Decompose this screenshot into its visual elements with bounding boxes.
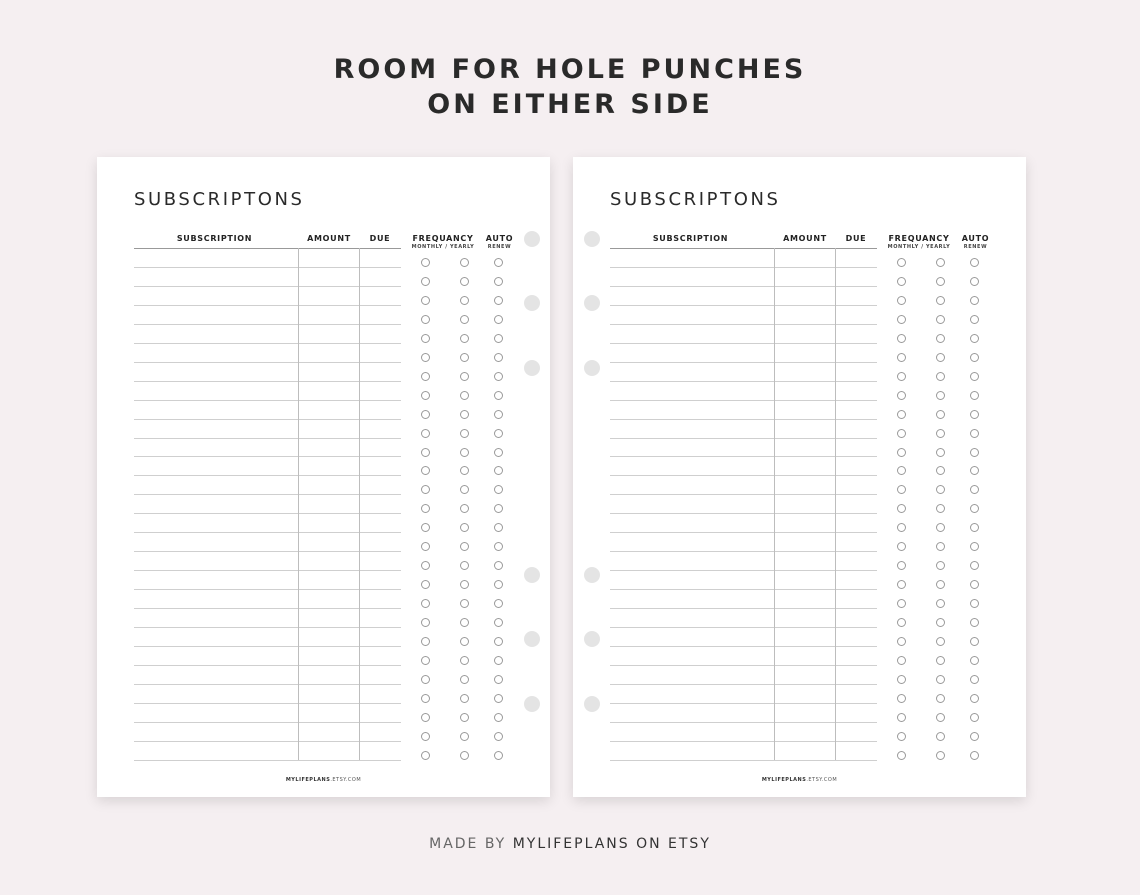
row-line [610,362,877,363]
row-line [610,589,877,590]
site-brand: MYLIFEPLANS [285,777,331,783]
frequency-monthly-radio[interactable] [421,580,430,589]
auto-renew-radio[interactable] [970,656,979,665]
frequency-yearly-radio[interactable] [460,466,469,475]
header-rule [134,248,401,249]
auto-renew-radio[interactable] [494,732,503,741]
auto-renew-radio[interactable] [494,618,503,627]
auto-renew-radio[interactable] [970,277,979,286]
frequency-yearly-radio[interactable] [460,656,469,665]
row-line [610,627,877,628]
credit-brand: MYLIFEPLANS ON ETSY [512,836,711,852]
row-line [134,343,401,344]
row-line [134,475,401,476]
page-title: SUBSCRIPTONS [134,189,305,210]
frequency-monthly-radio[interactable] [421,334,430,343]
row-line [610,646,877,647]
planner-page-right [573,157,1026,797]
column-header-frequency: FREQUANCY [888,234,950,243]
frequency-monthly-radio[interactable] [897,410,906,419]
frequency-monthly-radio[interactable] [421,523,430,532]
frequency-yearly-radio[interactable] [936,523,945,532]
row-line [610,570,877,571]
frequency-yearly-radio[interactable] [460,637,469,646]
frequency-monthly-radio[interactable] [897,675,906,684]
frequency-yearly-radio[interactable] [936,675,945,684]
frequency-yearly-radio[interactable] [460,448,469,457]
frequency-monthly-radio[interactable] [421,391,430,400]
frequency-yearly-radio[interactable] [460,315,469,324]
frequency-monthly-radio[interactable] [421,656,430,665]
auto-renew-radio[interactable] [970,296,979,305]
frequency-monthly-radio[interactable] [897,429,906,438]
auto-renew-radio[interactable] [970,391,979,400]
page-footer-site [573,777,1026,783]
frequency-monthly-radio[interactable] [897,466,906,475]
hole-punch [524,231,540,247]
frequency-yearly-radio[interactable] [936,410,945,419]
frequency-monthly-radio[interactable] [421,542,430,551]
row-line [610,438,877,439]
auto-renew-radio[interactable] [494,353,503,362]
auto-renew-radio[interactable] [970,258,979,267]
frequency-monthly-radio[interactable] [897,656,906,665]
frequency-yearly-radio[interactable] [460,391,469,400]
row-line [134,381,401,382]
auto-renew-radio[interactable] [494,448,503,457]
auto-renew-radio[interactable] [494,296,503,305]
hole-punch [524,295,540,311]
row-line [610,665,877,666]
column-subheader-auto-renew: RENEW [487,244,512,250]
column-header-amount: AMOUNT [307,234,351,243]
row-line [610,608,877,609]
frequency-monthly-radio[interactable] [897,485,906,494]
frequency-yearly-radio[interactable] [936,429,945,438]
frequency-monthly-radio[interactable] [897,713,906,722]
row-line [134,570,401,571]
column-subheader-frequency: MONTHLY / YEARLY [411,244,475,250]
row-line [610,551,877,552]
frequency-yearly-radio[interactable] [460,277,469,286]
auto-renew-radio[interactable] [970,713,979,722]
frequency-yearly-radio[interactable] [936,599,945,608]
row-line [610,456,877,457]
auto-renew-radio[interactable] [494,751,503,760]
column-divider [835,248,836,760]
row-line [610,324,877,325]
auto-renew-radio[interactable] [970,485,979,494]
auto-renew-radio[interactable] [494,504,503,513]
frequency-monthly-radio[interactable] [897,580,906,589]
row-line [610,343,877,344]
frequency-monthly-radio[interactable] [897,504,906,513]
frequency-yearly-radio[interactable] [936,580,945,589]
frequency-yearly-radio[interactable] [936,296,945,305]
auto-renew-radio[interactable] [970,429,979,438]
auto-renew-radio[interactable] [970,599,979,608]
auto-renew-radio[interactable] [970,675,979,684]
frequency-yearly-radio[interactable] [460,410,469,419]
frequency-monthly-radio[interactable] [897,315,906,324]
row-line [134,741,401,742]
credit-prefix: MADE BY [429,836,507,852]
row-line [610,381,877,382]
auto-renew-radio[interactable] [970,637,979,646]
auto-renew-radio[interactable] [494,466,503,475]
frequency-yearly-radio[interactable] [936,656,945,665]
frequency-monthly-radio[interactable] [897,637,906,646]
row-line [610,400,877,401]
row-line [134,362,401,363]
row-line [134,627,401,628]
frequency-monthly-radio[interactable] [897,334,906,343]
frequency-monthly-radio[interactable] [897,694,906,703]
auto-renew-radio[interactable] [494,675,503,684]
row-line [134,532,401,533]
hole-punch [584,360,600,376]
frequency-monthly-radio[interactable] [421,751,430,760]
frequency-yearly-radio[interactable] [936,372,945,381]
frequency-monthly-radio[interactable] [421,561,430,570]
frequency-yearly-radio[interactable] [460,599,469,608]
row-line [134,513,401,514]
credit-footer [0,836,1140,852]
auto-renew-radio[interactable] [494,580,503,589]
hole-punch [524,696,540,712]
auto-renew-radio[interactable] [494,542,503,551]
row-line [134,400,401,401]
column-header-subscription: SUBSCRIPTION [652,234,729,243]
row-line [610,475,877,476]
row-line [134,324,401,325]
frequency-monthly-radio[interactable] [897,523,906,532]
auto-renew-radio[interactable] [494,391,503,400]
frequency-yearly-radio[interactable] [460,618,469,627]
frequency-monthly-radio[interactable] [421,353,430,362]
hole-punch [524,631,540,647]
frequency-monthly-radio[interactable] [421,410,430,419]
frequency-monthly-radio[interactable] [897,618,906,627]
row-line [134,419,401,420]
frequency-monthly-radio[interactable] [421,296,430,305]
row-line [134,589,401,590]
row-line [610,267,877,268]
frequency-monthly-radio[interactable] [897,751,906,760]
frequency-yearly-radio[interactable] [936,353,945,362]
row-line [134,551,401,552]
auto-renew-radio[interactable] [970,580,979,589]
frequency-yearly-radio[interactable] [460,561,469,570]
row-line [610,305,877,306]
auto-renew-radio[interactable] [494,637,503,646]
header-rule [610,248,877,249]
frequency-monthly-radio[interactable] [421,258,430,267]
row-line [134,722,401,723]
frequency-monthly-radio[interactable] [421,675,430,684]
auto-renew-radio[interactable] [970,410,979,419]
frequency-yearly-radio[interactable] [460,353,469,362]
row-line [134,438,401,439]
auto-renew-radio[interactable] [970,751,979,760]
frequency-yearly-radio[interactable] [936,751,945,760]
row-line [610,494,877,495]
column-subheader-frequency: MONTHLY / YEARLY [887,244,951,250]
row-line [134,703,401,704]
frequency-yearly-radio[interactable] [460,372,469,381]
frequency-yearly-radio[interactable] [936,504,945,513]
auto-renew-radio[interactable] [970,448,979,457]
page-footer-site [97,777,550,783]
auto-renew-radio[interactable] [970,561,979,570]
frequency-yearly-radio[interactable] [460,713,469,722]
frequency-yearly-radio[interactable] [936,542,945,551]
frequency-yearly-radio[interactable] [460,258,469,267]
column-divider [298,248,299,760]
auto-renew-radio[interactable] [970,372,979,381]
column-header-due: DUE [369,234,391,243]
auto-renew-radio[interactable] [494,372,503,381]
row-line [610,419,877,420]
row-line [134,494,401,495]
hole-punch [524,567,540,583]
frequency-monthly-radio[interactable] [421,448,430,457]
frequency-yearly-radio[interactable] [460,542,469,551]
frequency-yearly-radio[interactable] [936,334,945,343]
auto-renew-radio[interactable] [494,656,503,665]
headline-line-1: ROOM FOR HOLE PUNCHES [333,54,807,85]
column-subheader-auto-renew: RENEW [963,244,988,250]
hole-punch [584,231,600,247]
auto-renew-radio[interactable] [494,599,503,608]
frequency-monthly-radio[interactable] [897,353,906,362]
frequency-monthly-radio[interactable] [421,732,430,741]
frequency-yearly-radio[interactable] [460,485,469,494]
column-header-due: DUE [845,234,867,243]
auto-renew-radio[interactable] [494,694,503,703]
frequency-yearly-radio[interactable] [936,391,945,400]
frequency-monthly-radio[interactable] [421,277,430,286]
frequency-monthly-radio[interactable] [897,277,906,286]
frequency-monthly-radio[interactable] [421,372,430,381]
frequency-monthly-radio[interactable] [897,372,906,381]
row-line [610,741,877,742]
frequency-yearly-radio[interactable] [936,561,945,570]
frequency-monthly-radio[interactable] [897,599,906,608]
frequency-yearly-radio[interactable] [460,523,469,532]
frequency-monthly-radio[interactable] [421,713,430,722]
hole-punch [584,696,600,712]
row-line [134,286,401,287]
frequency-yearly-radio[interactable] [460,504,469,513]
frequency-yearly-radio[interactable] [936,713,945,722]
row-line [134,646,401,647]
frequency-yearly-radio[interactable] [936,637,945,646]
frequency-yearly-radio[interactable] [936,466,945,475]
auto-renew-radio[interactable] [970,504,979,513]
frequency-monthly-radio[interactable] [897,448,906,457]
frequency-monthly-radio[interactable] [897,296,906,305]
frequency-monthly-radio[interactable] [897,542,906,551]
row-line [610,513,877,514]
column-divider [359,248,360,760]
row-line [610,703,877,704]
row-line [610,760,877,761]
frequency-yearly-radio[interactable] [460,694,469,703]
frequency-monthly-radio[interactable] [421,315,430,324]
frequency-monthly-radio[interactable] [421,599,430,608]
hole-punch [524,360,540,376]
auto-renew-radio[interactable] [970,523,979,532]
frequency-monthly-radio[interactable] [897,561,906,570]
row-line [134,760,401,761]
site-domain: .ETSY.COM [330,777,362,783]
row-line [134,456,401,457]
column-header-amount: AMOUNT [783,234,827,243]
row-line [610,684,877,685]
auto-renew-radio[interactable] [494,315,503,324]
site-brand: MYLIFEPLANS [761,777,807,783]
auto-renew-radio[interactable] [494,485,503,494]
auto-renew-radio[interactable] [494,561,503,570]
frequency-yearly-radio[interactable] [936,315,945,324]
frequency-monthly-radio[interactable] [421,466,430,475]
frequency-yearly-radio[interactable] [936,732,945,741]
frequency-monthly-radio[interactable] [421,618,430,627]
hole-punch [584,295,600,311]
frequency-monthly-radio[interactable] [897,391,906,400]
frequency-yearly-radio[interactable] [936,277,945,286]
auto-renew-radio[interactable] [970,542,979,551]
hole-punch [584,567,600,583]
row-line [134,305,401,306]
row-line [610,532,877,533]
auto-renew-radio[interactable] [494,334,503,343]
frequency-yearly-radio[interactable] [460,296,469,305]
headline [0,52,1140,122]
frequency-monthly-radio[interactable] [421,504,430,513]
frequency-yearly-radio[interactable] [460,732,469,741]
frequency-yearly-radio[interactable] [936,258,945,267]
site-domain: .ETSY.COM [806,777,838,783]
frequency-yearly-radio[interactable] [460,334,469,343]
frequency-monthly-radio[interactable] [421,429,430,438]
column-header-subscription: SUBSCRIPTION [176,234,253,243]
column-divider [774,248,775,760]
frequency-monthly-radio[interactable] [897,732,906,741]
row-line [610,722,877,723]
auto-renew-radio[interactable] [970,618,979,627]
auto-renew-radio[interactable] [494,258,503,267]
auto-renew-radio[interactable] [970,353,979,362]
row-line [134,665,401,666]
hole-punch [584,631,600,647]
auto-renew-radio[interactable] [494,277,503,286]
column-header-auto: AUTO [485,234,514,243]
auto-renew-radio[interactable] [494,429,503,438]
row-line [134,267,401,268]
auto-renew-radio[interactable] [970,694,979,703]
auto-renew-radio[interactable] [494,410,503,419]
frequency-monthly-radio[interactable] [897,258,906,267]
frequency-yearly-radio[interactable] [936,618,945,627]
frequency-monthly-radio[interactable] [421,485,430,494]
page-title: SUBSCRIPTONS [610,189,781,210]
frequency-monthly-radio[interactable] [421,637,430,646]
frequency-yearly-radio[interactable] [460,429,469,438]
frequency-monthly-radio[interactable] [421,694,430,703]
frequency-yearly-radio[interactable] [936,694,945,703]
frequency-yearly-radio[interactable] [936,485,945,494]
frequency-yearly-radio[interactable] [936,448,945,457]
headline-line-2: ON EITHER SIDE [427,89,713,120]
row-line [134,684,401,685]
frequency-yearly-radio[interactable] [460,675,469,684]
column-header-auto: AUTO [961,234,990,243]
row-line [610,286,877,287]
row-line [134,608,401,609]
auto-renew-radio[interactable] [494,523,503,532]
frequency-yearly-radio[interactable] [460,580,469,589]
auto-renew-radio[interactable] [970,334,979,343]
auto-renew-radio[interactable] [494,713,503,722]
auto-renew-radio[interactable] [970,315,979,324]
frequency-yearly-radio[interactable] [460,751,469,760]
planner-page-left [97,157,550,797]
auto-renew-radio[interactable] [970,466,979,475]
auto-renew-radio[interactable] [970,732,979,741]
column-header-frequency: FREQUANCY [412,234,474,243]
